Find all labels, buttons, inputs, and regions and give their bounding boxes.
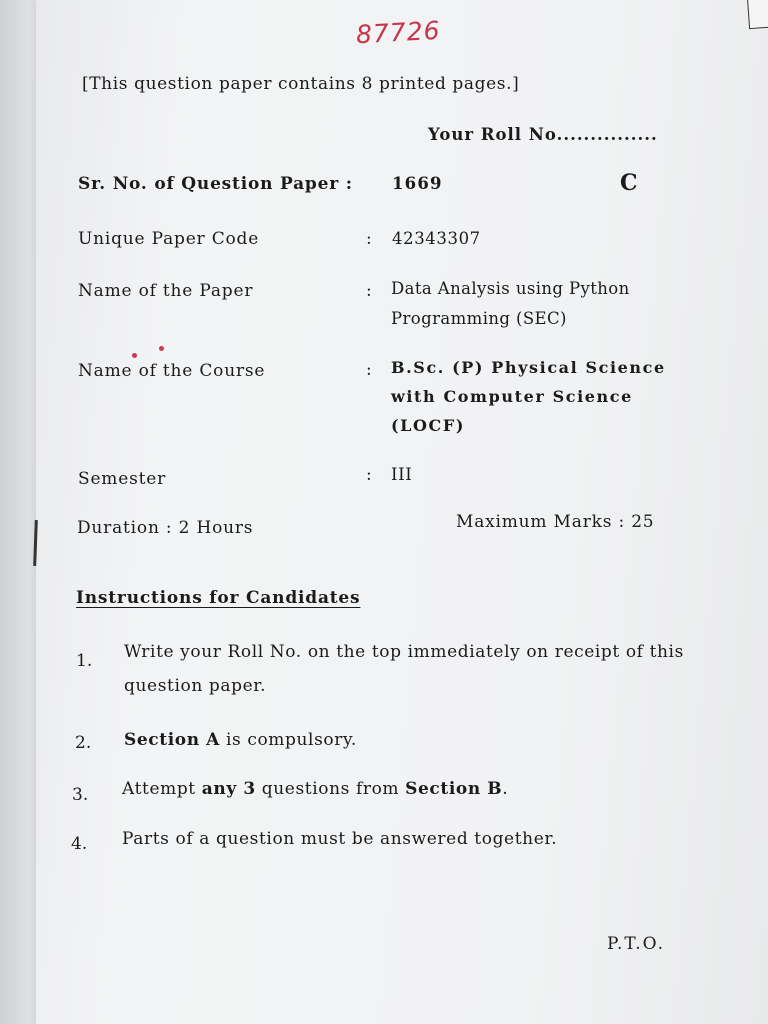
paper-name-value: Data Analysis using Python Programming (SEC) — [391, 279, 630, 328]
unique-code-colon: : — [366, 229, 372, 249]
instructions-heading: Instructions for Candidates — [76, 588, 361, 608]
course-name-label: Name of the Course — [78, 361, 266, 381]
serial-value: 1669 — [392, 174, 443, 193]
semester-colon: : — [366, 465, 372, 485]
unique-code-label: Unique Paper Code — [78, 229, 260, 249]
ink-dot — [132, 353, 137, 358]
page-edge — [0, 0, 36, 1024]
instruction-number: 2. — [75, 733, 92, 753]
paper-name-colon: : — [366, 281, 372, 301]
handwritten-number: 87726 — [355, 15, 442, 50]
serial-label: Sr. No. of Question Paper : — [78, 174, 353, 194]
please-turn-over: P.T.O. — [607, 934, 665, 954]
ink-dot — [159, 346, 164, 351]
instruction-number: 1. — [76, 651, 93, 671]
unique-code-value: 42343307 — [392, 229, 481, 248]
instruction-number: 4. — [71, 834, 88, 854]
question-paper-sheet — [36, 0, 768, 1024]
instruction-text: Section A is compulsory. — [124, 730, 357, 750]
maximum-marks: Maximum Marks : 25 — [456, 512, 655, 532]
corner-tab — [747, 0, 768, 29]
semester-label: Semester — [78, 469, 167, 489]
course-name-value: B.Sc. (P) Physical Science with Computer Science (LOCF) — [391, 358, 666, 435]
instruction-text: Write your Roll No. on the top immediately on receipt of this question paper. — [124, 642, 684, 696]
semester-value: III — [391, 465, 413, 484]
pages-note: [This question paper contains 8 printed pages.] — [82, 74, 520, 94]
course-name-colon: : — [366, 360, 372, 380]
instruction-text: Attempt any 3 questions from Section B. — [122, 779, 509, 799]
paper-name-label: Name of the Paper — [78, 281, 254, 301]
instruction-text: Parts of a question must be answered together. — [122, 829, 558, 849]
paper-set-letter: C — [620, 170, 638, 196]
instruction-number: 3. — [72, 785, 89, 805]
roll-number-line: Your Roll No............... — [428, 125, 658, 144]
duration: Duration : 2 Hours — [77, 518, 254, 538]
